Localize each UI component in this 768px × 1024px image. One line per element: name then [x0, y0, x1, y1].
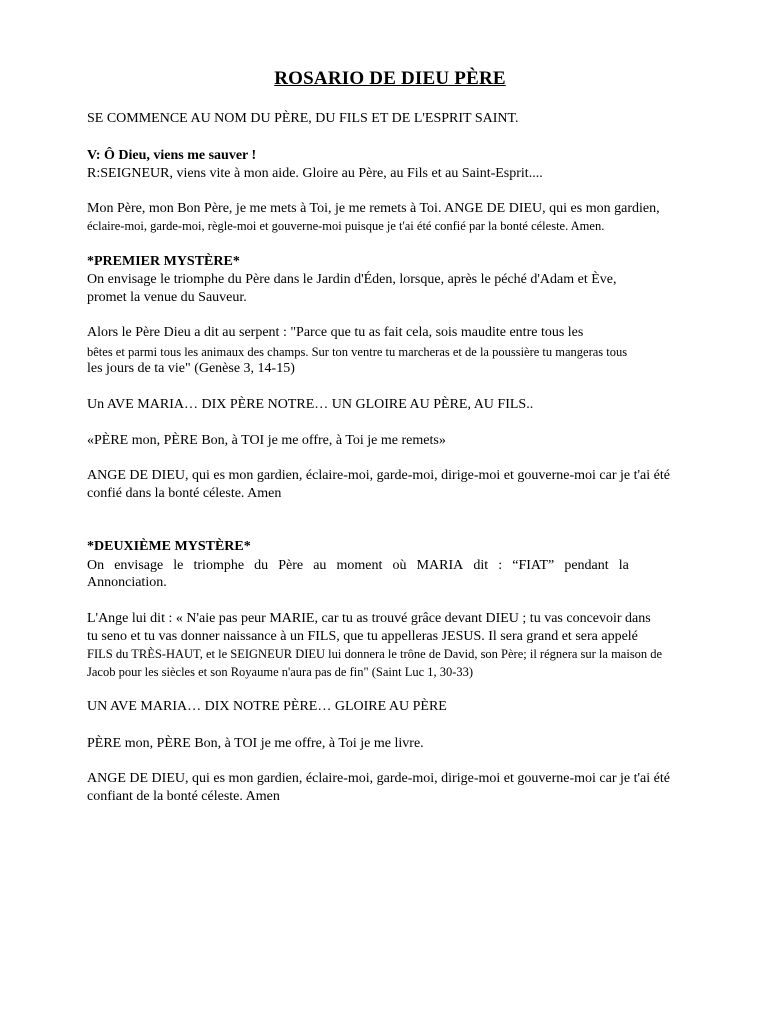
mystery-2-quote-line-1: L'Ange lui dit : « N'aie pas peur MARIE, car tu as trouvé grâce devant DIEU ; tu vas concevoir dans	[87, 611, 651, 626]
mystery-2-quote-line-2: tu seno et tu vas donner naissance à un FILS, que tu appelleras JESUS. Il sera grand et sera appelé	[87, 629, 638, 644]
versicle-line: V: Ô Dieu, viens me sauver !	[87, 148, 257, 163]
word: du	[254, 558, 269, 573]
word: dit	[473, 558, 489, 573]
mystery-1-description-line-1: On envisage le triomphe du Père dans le Jardin d'Éden, lorsque, après le péché d'Adam et Ève,	[87, 272, 617, 287]
mystery-2-prayers: UN AVE MARIA… DIX NOTRE PÈRE… GLOIRE AU PÈRE	[87, 699, 447, 714]
mystery-2-angel-line-1: ANGE DE DIEU, qui es mon gardien, éclaire-moi, garde-moi, dirige-moi et gouverne-moi car je t'ai été	[87, 771, 670, 786]
word: envisage	[114, 558, 164, 573]
mystery-2-heading: *DEUXIÈME MYSTÈRE*	[87, 539, 251, 554]
word: On	[87, 558, 105, 573]
mystery-2-description-line-1	[87, 557, 629, 575]
mystery-1-quote-line-2: bêtes et parmi tous les animaux des champs. Sur ton ventre tu marcheras et de la poussière tu mangeras tous	[87, 345, 628, 359]
word: au	[313, 558, 327, 573]
opening-offering-line-1: Mon Père, mon Bon Père, je me mets à Toi, je me remets à Toi. ANGE DE DIEU, qui es mon gardien,	[87, 201, 660, 216]
word: MARIA	[416, 558, 464, 573]
mystery-1-offering: «PÈRE mon, PÈRE Bon, à TOI je me offre, à Toi je me remets»	[87, 433, 446, 448]
word: la	[618, 558, 629, 573]
word: :	[498, 558, 503, 573]
mystery-2-angel-line-2: confiant de la bonté céleste. Amen	[87, 789, 280, 804]
mystery-1-heading: *PREMIER MYSTÈRE*	[87, 254, 240, 269]
mystery-1-quote-line-3: les jours de ta vie" (Genèse 3, 14-15)	[87, 361, 295, 376]
word: le	[173, 558, 184, 573]
mystery-2-offering: PÈRE mon, PÈRE Bon, à TOI je me offre, à Toi je me livre.	[87, 736, 424, 751]
word: “FIAT”	[512, 558, 555, 573]
opening-offering-line-2: éclaire-moi, garde-moi, règle-moi et gouverne-moi puisque je t'ai été confié par la bonté céleste. Amen.	[87, 219, 605, 233]
word: Père	[278, 558, 304, 573]
word: triomphe	[193, 558, 245, 573]
word: pendant	[564, 558, 609, 573]
response-line: R:SEIGNEUR, viens vite à mon aide. Gloire au Père, au Fils et au Saint-Esprit....	[87, 166, 543, 181]
mystery-1-prayers: Un AVE MARIA… DIX PÈRE NOTRE… UN GLOIRE AU PÈRE, AU FILS..	[87, 397, 534, 412]
mystery-1-angel-line-2: confié dans la bonté céleste. Amen	[87, 486, 282, 501]
mystery-1-angel-line-1: ANGE DE DIEU, qui es mon gardien, éclaire-moi, garde-moi, dirige-moi et gouverne-moi car je t'ai été	[87, 468, 670, 483]
word: où	[392, 558, 407, 573]
word: moment	[336, 558, 383, 573]
intro-line: SE COMMENCE AU NOM DU PÈRE, DU FILS ET DE L'ESPRIT SAINT.	[87, 111, 519, 126]
mystery-1-description-line-2: promet la venue du Sauveur.	[87, 290, 247, 305]
mystery-2-description-line-2: Annonciation.	[87, 575, 167, 590]
page-title: ROSARIO DE DIEU PÈRE	[274, 68, 506, 89]
mystery-1-quote-line-1: Alors le Père Dieu a dit au serpent : "Parce que tu as fait cela, sois maudite entre tous les	[87, 325, 584, 340]
mystery-2-quote-line-3: FILS du TRÈS-HAUT, et le SEIGNEUR DIEU lui donnera le trône de David, son Père; il régnera sur la maison de	[87, 647, 663, 661]
mystery-2-quote-line-4: Jacob pour les siècles et son Royaume n'aura pas de fin" (Saint Luc 1, 30-33)	[87, 665, 474, 679]
